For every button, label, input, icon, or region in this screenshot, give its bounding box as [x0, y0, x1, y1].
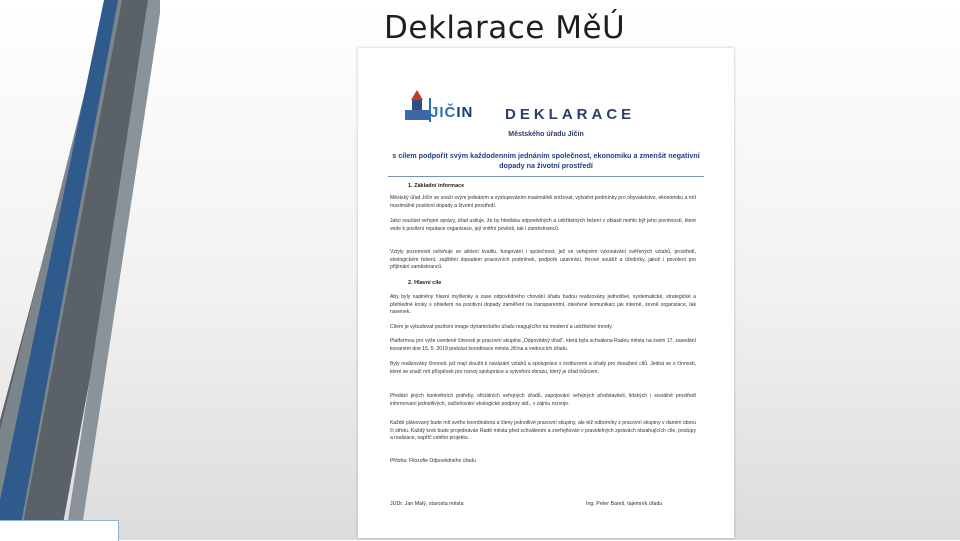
logo-text: [430, 104, 473, 121]
paragraph-6: Platformou pro výše uvedené činnosti je pracovní skupina „Odpovědný úřad“, která byla schválena Radou města na svém 17. zasedání konaném dne 15. 5. 2019 podzást koordinace města Jičína a vedoucích úřadu.: [390, 338, 696, 352]
declaration-intro: s cílem podpořit svým každodenním jednáním společnost, ekonomiku a zmenšit negativní dopady na životní prostředí: [392, 151, 700, 170]
declaration-subtitle: Městského úřadu Jičín: [508, 131, 584, 138]
document-page: [358, 48, 734, 538]
paragraph-3: Vztyly pozornosti ovlivňuje se aktivní kvalitu, fungování i společnost, jež ve veřejném vykonávání svěřených vztahů, prostředí, ekologickém řešení, zajištění dopadem pracovních podmínek, podpoře uzavírání, férové soutěž a úředníky, jakož i povolení pro přijímání zaměstnanců.: [390, 249, 696, 271]
paragraph-4: Aby byly naplněny hlavní myšlenky a zase odpovědného chování úřadu budou realizovány jednotlivé, systematické, strategické a přehledné kroky s ohledem na pozitivní dopady zaměření na transparentní, otevřené komunikaci jak interně, zevně organizace, tak navenek.: [390, 294, 696, 316]
logo-text-b: IN: [456, 104, 474, 121]
divider: [388, 176, 704, 177]
slide-title: Deklarace MěÚ: [384, 10, 626, 46]
paragraph-2: Jako součást veřejné správy, úřad usiluje, že by hlediska odpovědných a udržitelných řešení v oblasti mohlo být jeho povinností, které vede k posílení reputace organizace, její vnitřní pověsti, tak i zaměstnanců.: [390, 218, 696, 232]
section-heading-1: 1. Základní informace: [408, 183, 465, 189]
paragraph-7: Byly realizovány činnosti, jež mají sloužit k navázání vztahů a spolupráce s institucemi a úřady pro dosažení cílů. Jedná se o činnosti, které se snaží mít příspěvek pro rozvoj spolupráce a vytvoření obrazu, který je úřad tvůrcem.: [390, 361, 696, 375]
footer-box: [0, 520, 119, 541]
signature-left: JUDr. Jan Malý, starosta města: [390, 501, 464, 507]
section-heading-2: 2. Hlavní cíle: [408, 280, 442, 286]
declaration-title: DEKLARACE: [505, 106, 636, 123]
decorative-stripes: [0, 0, 160, 540]
paragraph-10: Příloha: Filozofie Odpovědného úřadu: [390, 458, 476, 464]
paragraph-5: Cílem je vybudovat pozitivní image dynamického úřadu reagujícího na moderní a udržitelné trendy.: [390, 324, 613, 330]
signature-right: Ing. Peter Bareš, tajemník úřadu: [586, 501, 663, 507]
logo-text-a: JIČ: [430, 104, 457, 121]
paragraph-1: Městský úřad Jičín se snaží svým jednáním a vystupováním maximálně snižovat, vytvářet podmínky pro obyvatelstvo, ekonomiku a mít maximálně pozitivní dopady a životní prostředí.: [390, 195, 696, 209]
paragraph-9: Každé plánovaný bude mít svého koordinátora a členy jednotlivé pracovní skupiny, ale též odborníky z pracovní skupiny v daném oboru či střetu. Každý krok bude projednáván Radě města před schválením a zveřejňován v pravidelných zprávách obsahujících cíle, postupy a realizace, napříč celého projektu.: [390, 420, 696, 442]
paragraph-8: Předání jiných konkrétních potřeby, oficiálních veřejných úřadů, zapojování veřejných představiteli, lidských i sociálně prostředí informovaní jednotlivých, začleňování ekologické podpory atd., v zájmu rozvoje.: [390, 393, 696, 407]
